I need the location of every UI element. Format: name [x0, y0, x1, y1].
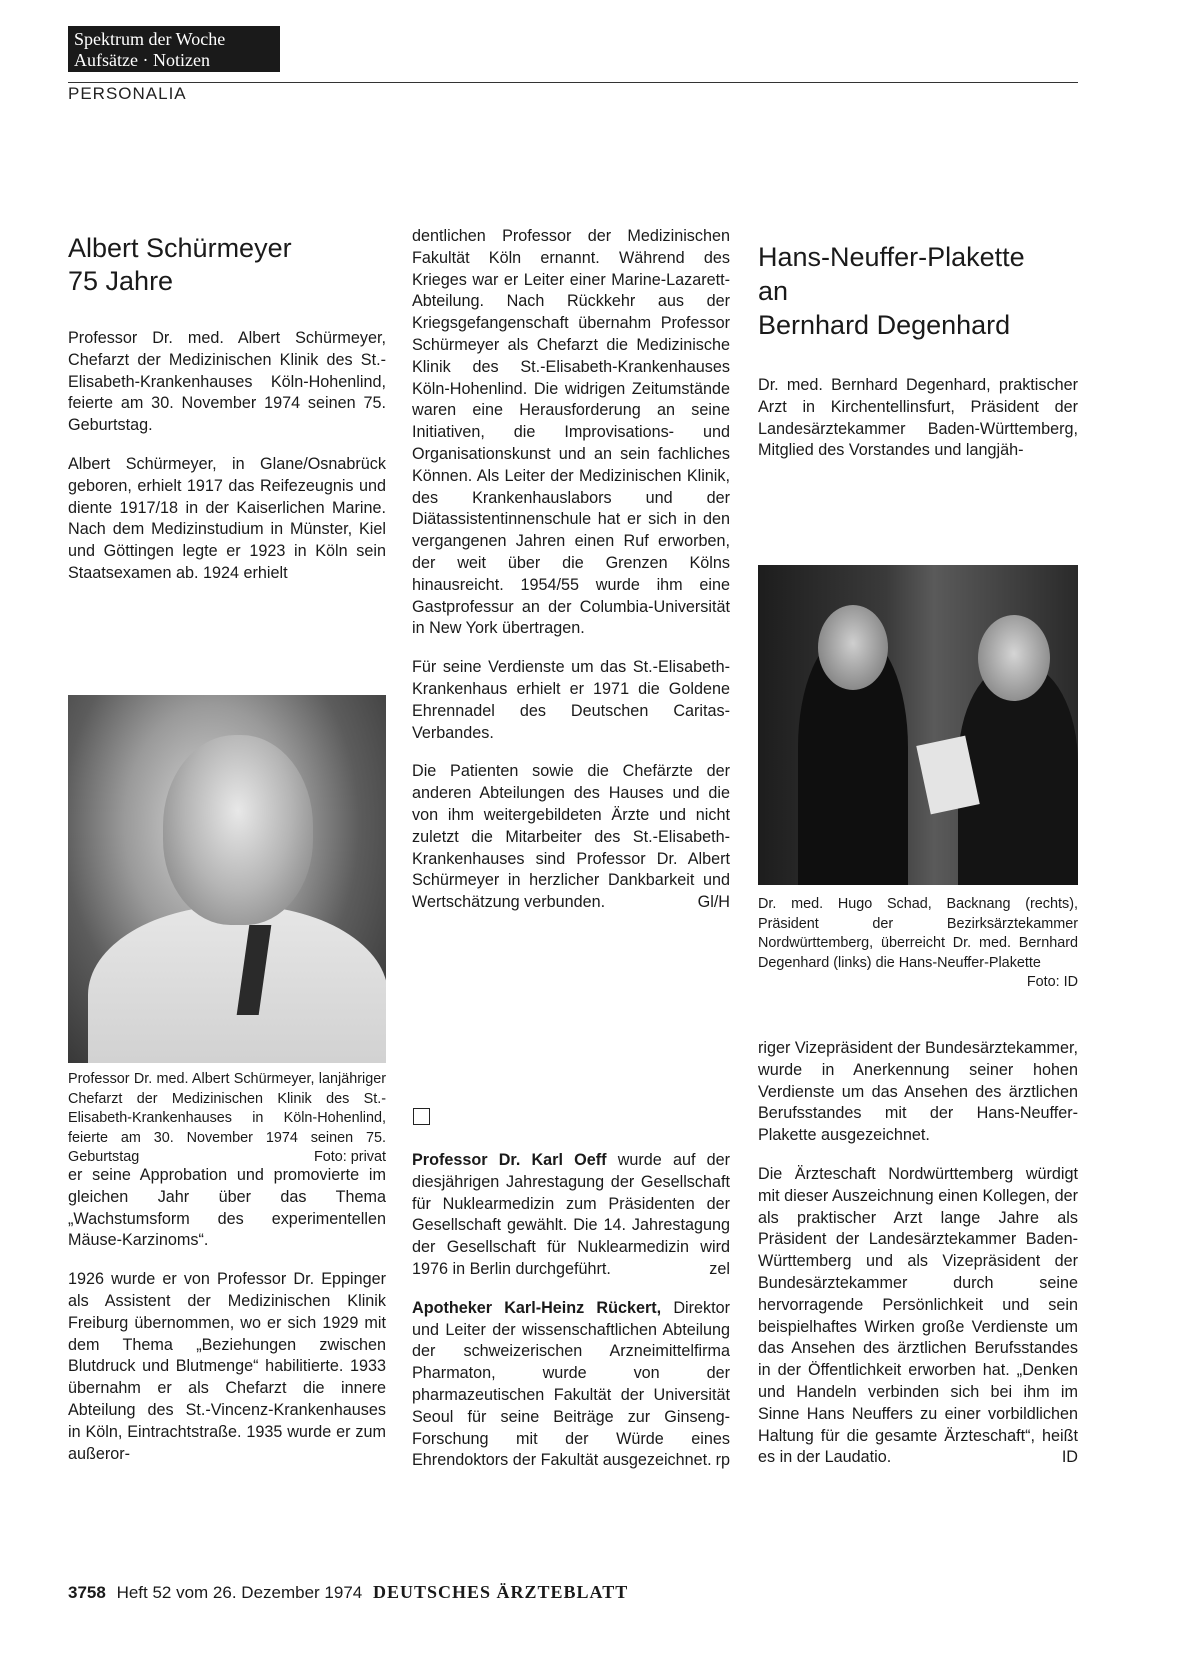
article2-headline-line1: Hans-Neuffer-Plakette [758, 242, 1025, 272]
article2-paragraph: Dr. med. Bernhard Degenhard, praktischer Arzt in Kirchentellinsfurt, Präsident der Landesärztekammer Baden-Württemberg, Mitglied des Vorstandes und langjäh- [758, 376, 1078, 460]
award-photo [758, 565, 1078, 885]
article2-headline [758, 240, 1025, 342]
notice-rueckert-text: Direktor und Leiter der wissenschaftlichen Abteilung der schweizerischen Arzneimittelfirma Pharmaton, wurde von der pharmazeutischen Fakultät der Universität Seoul für seine Beiträge zur Ginseng-Forschung mit der Würde eines Ehrendoktors der Fakultät ausgezeichnet. [412, 1298, 731, 1470]
header-rule [68, 82, 1078, 83]
notice-oeff [412, 1150, 730, 1281]
notice-oeff-signature: zel [709, 1259, 730, 1278]
notice-rueckert-signature: rp [715, 1451, 730, 1470]
notice-rueckert [412, 1298, 730, 1472]
article1-headline-line2: 75 Jahre [68, 266, 174, 296]
section-label: PERSONALIA [68, 84, 187, 103]
article1-paragraph: er seine Approbation und promovierte im gleichen Jahr über das Thema „Wachstumsform des experimentellen Mäuse-Karzinoms“. [68, 1166, 386, 1250]
portrait-photo-schuermeyer [68, 695, 386, 1063]
article2-paragraph: riger Vizepräsident der Bundesärztekammer, wurde in Anerkennung seiner hohen Verdienste um das Ansehen des ärztlichen Berufsstandes mit der Hans-Neuffer-Plakette ausgezeichnet. [758, 1039, 1079, 1145]
notices [412, 1150, 730, 1489]
portrait-caption-text: Professor Dr. med. Albert Schürmeyer, lanjähriger Chefarzt der Medizinischen Klinik des St.-Elisabeth-Krankenhauses in Köln-Hohenlind, feierte am 30. November 1974 seinen 75. Geburtstag [68, 1071, 386, 1165]
page-number: 3758 [68, 1583, 106, 1602]
notice-oeff-text: wurde auf der diesjährigen Jahrestagung der Gesellschaft für Nuklearmedizin zum Präsidenten der Gesellschaft gewählt. Die 14. Jahrestagung der Gesellschaft für Nuklearmedizin wird 1976 in Berlin durchgeführt. [412, 1151, 730, 1278]
article1-headline [68, 232, 292, 298]
award-caption [758, 895, 1078, 993]
article1-paragraph: Für seine Verdienste um das St.-Elisabeth-Krankenhaus erhielt er 1971 die Goldene Ehrennadel des Deutschen Caritas-Verbandes. [412, 658, 730, 742]
article2-signature: ID [1061, 1448, 1078, 1467]
article1-paragraph: Professor Dr. med. Albert Schürmeyer, Chefarzt der Medizinischen Klinik des St.-Elisabeth-Krankenhauses Köln-Hohenlind, feierte am 30. November 1974 seinen 75. Geburtstag. [68, 329, 386, 435]
magazine-name: DEUTSCHES ÄRZTEBLATT [372, 1582, 629, 1602]
article2-headline-line2: an [758, 276, 789, 306]
article1-paragraph: dentlichen Professor der Medizinischen Fakultät Köln ernannt. Während des Krieges war er Leiter einer Marine-Lazarett-Abteilung. Nach Rückkehr aus der Kriegsgefangenschaft übernahm Professor Schürmeyer als Chefarzt die Medizinische Klinik des St.-Elisabeth-Krankenhauses Köln-Hohenlind. Die widrigen Zeitumstände waren eine Herausforderung an seine Initiativen, die Improvisations- und Organisationskunst und an sein fachliches Können. Als Leiter der Medizinischen Klinik, des Krankenhauslabors und der Diätassistentinnenschule hat er sich in den vergangenen Jahren einen Ruf erworben, der weit über die Grenzen Kölns hinausreicht. 1954/55 wurde ihm eine Gastprofessur an der Columbia-Universität in New York übertragen. [412, 227, 730, 638]
article1-signature: Gl/H [697, 893, 730, 912]
article1-paragraph: Albert Schürmeyer, in Glane/Osnabrück geboren, erhielt 1917 das Reifezeugnis und diente 1917/18 in der Kaiserlichen Marine. Nach dem Medizinstudium in Münster, Kiel und Göttingen legte er 1923 in Köln sein Staatsexamen ab. 1924 erhielt [68, 454, 386, 582]
notice-oeff-name: Professor Dr. Karl Oeff [412, 1151, 607, 1169]
header-line-1: Spektrum der Woche [74, 29, 226, 49]
article2-headline-line3: Bernhard Degenhard [758, 310, 1011, 340]
article2-body [758, 1038, 1078, 1486]
article1-paragraph: Die Patienten sowie die Chefärzte der anderen Abteilungen des Hauses und die von ihm weitergebildeten Ärzte und nicht zuletzt die Mitarbeiter des St.-Elisabeth-Krankenhauses sind Professor Dr. Albert Schürmeyer in herzlicher Dankbarkeit und Wertschätzung verbunden. Gl/H [412, 761, 730, 914]
page-footer [68, 1582, 1078, 1603]
award-caption-text: Dr. med. Hugo Schad, Backnang (rechts), Präsident der Bezirksärztekammer Nordwürttemberg, überreicht Dr. med. Bernhard Degenhard (links) die Hans-Neuffer-Plakette [758, 896, 1078, 971]
article1-paragraph: 1926 wurde er von Professor Dr. Eppinger als Assistent der Medizinischen Klinik Freiburg übernommen, wo er sich 1929 mit dem Thema „Beziehungen zwischen Blutdruck und Blutmenge“ habilitierte. 1933 übernahm er als Chefarzt die innere Abteilung des St.-Vincenz-Krankenhauses in Köln, Eintrachtstraße. 1935 wurde er zum außeror- [68, 1270, 386, 1463]
article1-headline-line1: Albert Schürmeyer [68, 233, 292, 263]
article1-col1-upper [68, 328, 386, 602]
section-header-box [68, 26, 280, 72]
article1-col2 [412, 226, 730, 931]
end-box-icon [413, 1108, 430, 1125]
article2-intro [758, 375, 1078, 479]
article1-col1-lower [68, 1165, 386, 1482]
portrait-caption [68, 1070, 386, 1168]
header-line-2: Aufsätze · Notizen [74, 50, 210, 70]
award-photo-credit: Foto: ID [1026, 974, 1078, 990]
issue-info: Heft 52 vom 26. Dezember 1974 [116, 1583, 363, 1602]
portrait-photo-credit: Foto: privat [314, 1149, 386, 1165]
article2-paragraph: Die Ärzteschaft Nordwürttemberg würdigt mit dieser Auszeichnung einen Kollegen, der als praktischer Arzt lange Jahre als Präsident der Landesärztekammer Baden-Württemberg und als Vizepräsident der Bundesärztekammer durch seine hervorragende Persönlichkeit und sein beispielhaftes Wirken große Verdienste um das Ansehen des ärztlichen Berufsstandes in der Öffentlichkeit erworben hat. „Denken und Handeln verbinden sich bei ihm im Sinne Hans Neuffers zu einer vorbildlichen Haltung für die gesamte Ärzteschaft“, heißt es in der Laudatio. ID [758, 1164, 1078, 1469]
notice-rueckert-name: Apotheker Karl-Heinz Rückert, [412, 1298, 662, 1317]
